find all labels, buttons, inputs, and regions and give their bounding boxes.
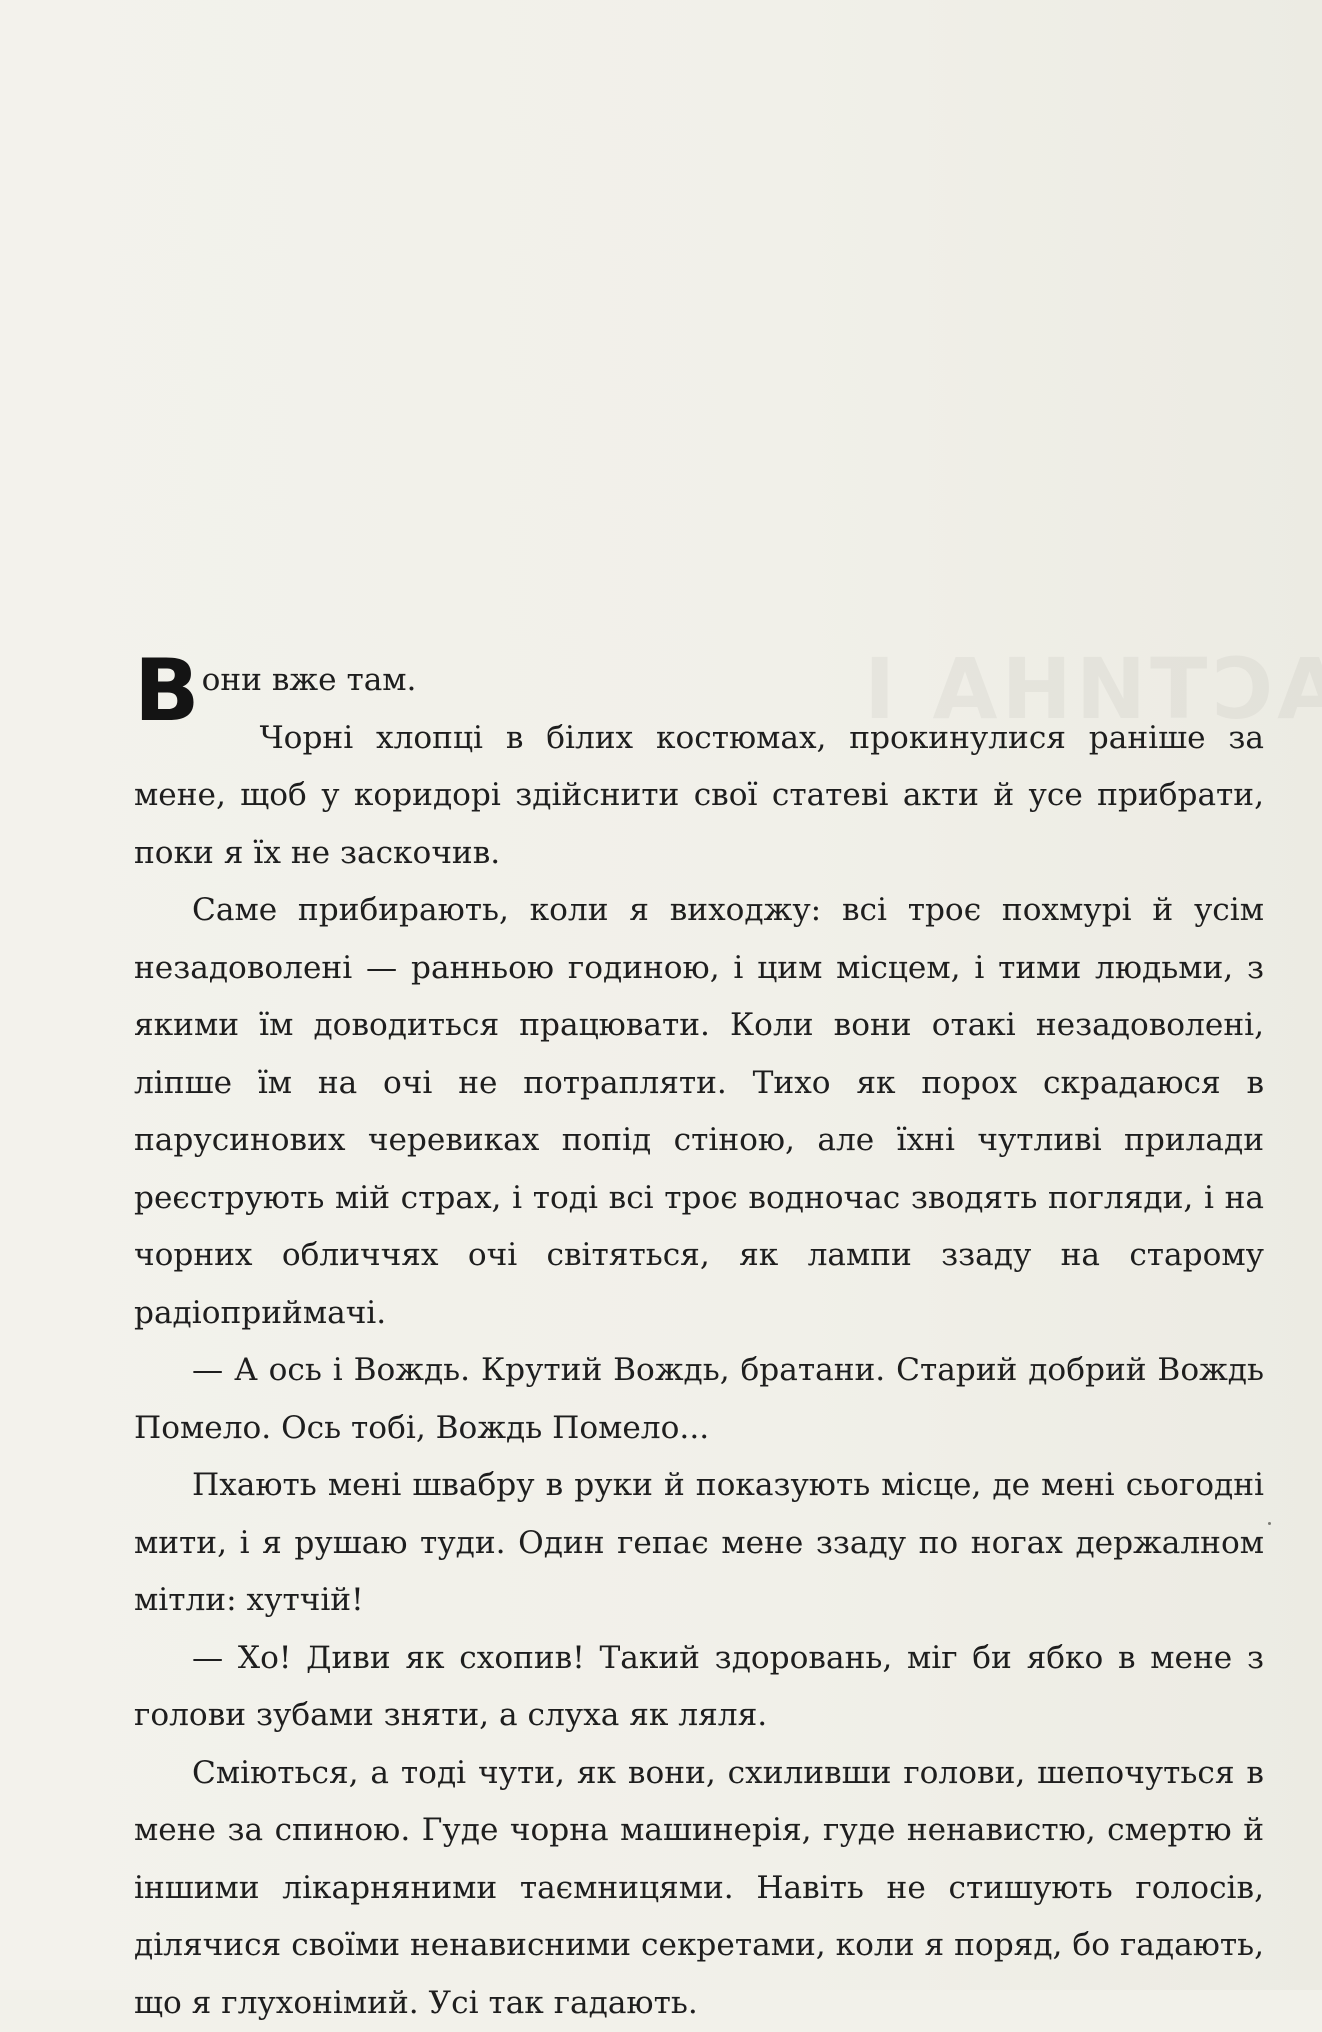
- paragraph-2: Чорні хлопці в білих костюмах, прокинулися раніше за мене, щоб у коридорі здійснити свої статеві акти й усе прибрати, поки я їх не заскочив.: [134, 710, 1264, 883]
- drop-cap-initial: В: [134, 656, 200, 728]
- body-text: [134, 652, 1264, 2032]
- paragraph-4: — А ось і Вождь. Крутий Вождь, братани. Старий добрий Вождь Помело. Ось тобі, Вождь Помело...: [134, 1342, 1264, 1457]
- paragraph-1-text: они вже там.: [202, 662, 417, 698]
- paragraph-3: Саме прибирають, коли я виходжу: всі троє похмурі й усім незадоволені — ранньою годиною, і цим місцем, і тими людьми, з якими їм доводиться працювати. Коли вони отакі незадоволені, ліпше їм на очі не потрапляти. Тихо як порох скрадаюся в парусинових черевиках попід стіною, але їхні чутливі прилади реєструють мій страх, і тоді всі троє водночас зводять погляди, і на чорних обличчях очі світяться, як лампи ззаду на старому радіоприймачі.: [134, 882, 1264, 1342]
- paragraph-6: — Хо! Диви як схопив! Такий здоровань, міг би ябко в мене з голови зубами зняти, а слуха як ляля.: [134, 1630, 1264, 1745]
- paragraph-5: Пхають мені швабру в руки й показують місце, де мені сьогодні мити, і я рушаю туди. Один гепає мене ззаду по ногах держалном мітли: хутчій!: [134, 1457, 1264, 1630]
- paragraph-1: [134, 652, 1264, 710]
- margin-speck: [1268, 1522, 1271, 1525]
- paragraph-7: Сміються, а тоді чути, як вони, схиливши голови, шепочуться в мене за спиною. Гуде чорна машинерія, гуде ненавистю, смертю й іншими лікарняними таємницями. Навіть не стишують голосів, ділячися своїми ненависними секретами, коли я поряд, бо гадають, що я глухонімий. Усі так гадають.: [134, 1745, 1264, 2032]
